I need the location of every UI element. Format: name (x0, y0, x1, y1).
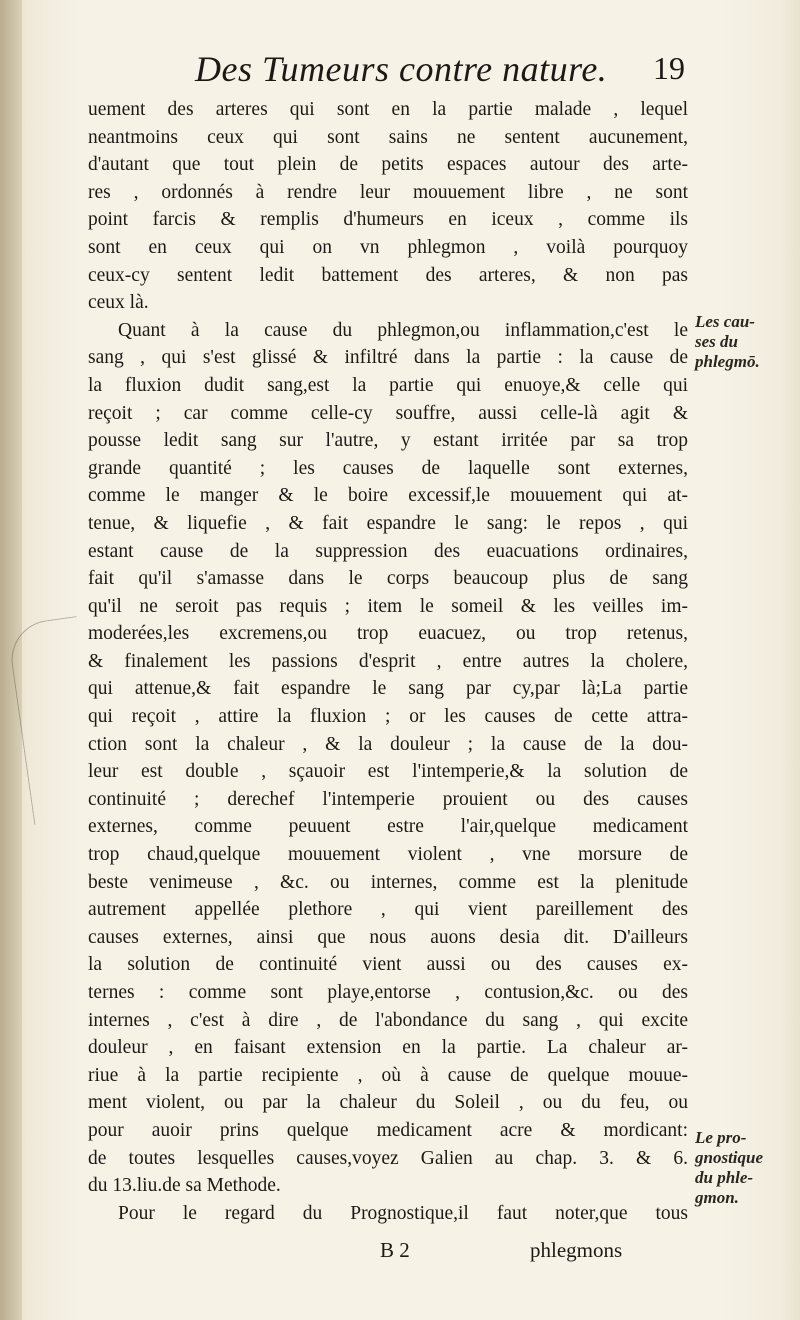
text-line: neantmoins ceux qui sont sains ne sentent aucunement, (88, 126, 688, 148)
margin-note-line: Les cau- (695, 312, 755, 331)
text-line: res , ordonnés à rendre leur mouuement libre , ne sont (88, 181, 688, 203)
margin-note-line: Le pro- (695, 1128, 747, 1147)
text-line: ceux là. (88, 292, 149, 314)
text-line: externes, comme peuuent estre l'air,quelque medicament (88, 816, 688, 838)
text-line: pousse ledit sang sur l'autre, y estant irritée par sa trop (88, 430, 688, 452)
page-footer (380, 1238, 680, 1268)
text-line: continuité ; derechef l'intemperie prouient ou des causes (88, 788, 688, 810)
paragraph-start: Quant à la cause du phlegmon,ou inflammation,c'est le (118, 319, 688, 341)
text-line: ment violent, ou par la chaleur du Soleil , ou du feu, ou (88, 1092, 688, 1114)
text-line: & finalement les passions d'esprit , entre autres la cholere, (88, 650, 688, 672)
text-line: qui attenue,& fait espandre le sang par cy,par là;La partie (88, 678, 688, 700)
text-line: d'autant que tout plein de petits espaces autour des arte- (88, 154, 688, 176)
main-text (88, 96, 688, 1227)
text-line: comme le manger & le boire excessif,le mouuement qui at- (88, 485, 688, 507)
text-line: uement des arteres qui sont en la partie malade , lequel (88, 99, 688, 120)
text-line: point farcis & remplis d'humeurs en iceux , comme ils (88, 209, 688, 231)
margin-note-line: gnostique (695, 1148, 764, 1167)
margin-note-line: gmon. (695, 1188, 739, 1207)
page-header (195, 48, 695, 98)
text-line: leur est double , sçauoir est l'intemperie,& la solution de (88, 761, 688, 783)
text-line: ternes : comme sont playe,entorse , contusion,&c. ou des (88, 982, 688, 1003)
text-line: fait qu'il s'amasse dans le corps beaucoup plus de sang (88, 568, 688, 590)
text-line: ction sont la chaleur , & la douleur ; la cause de la dou- (88, 733, 688, 755)
text-line: riue à la partie recipiente , où à cause de quelque mouue- (88, 1064, 688, 1086)
text-line: la solution de continuité vient aussi ou des causes ex- (88, 954, 688, 976)
catchword: phlegmons (530, 1238, 623, 1262)
margin-note-line: ses du (695, 332, 738, 351)
text-line: qu'il ne seroit pas requis ; item le someil & les veilles im- (88, 595, 688, 617)
margin-note-prognosis (695, 1128, 795, 1208)
text-line: estant cause de la suppression des euacuations ordinaires, (88, 540, 688, 562)
margin-note-line: du phle- (695, 1168, 754, 1187)
text-line: reçoit ; car comme celle-cy souffre, aussi celle-là agit & (88, 402, 688, 424)
text-line: du 13.liu.de sa Methode. (88, 1175, 281, 1197)
page-number: 19 (653, 50, 685, 86)
text-line: qui reçoit , attire la fluxion ; or les causes de cette attra- (88, 706, 688, 728)
text-line: de toutes lesquelles causes,voyez Galien au chap. 3. & 6. (88, 1147, 688, 1169)
text-line: douleur , en faisant extension en la partie. La chaleur ar- (88, 1037, 688, 1059)
text-line: la fluxion dudit sang,est la partie qui enuoye,& celle qui (88, 374, 688, 396)
margin-note-causes (695, 312, 795, 372)
text-line: beste venimeuse , &c. ou internes, comme est la plenitude (88, 871, 688, 893)
text-line: sont en ceux qui on vn phlegmon , voilà pourquoy (88, 236, 688, 258)
text-line: ceux-cy sentent ledit battement des arteres, & non pas (88, 264, 688, 286)
text-line: pour auoir prins quelque medicament acre & mordicant: (88, 1119, 688, 1141)
paragraph-start: Pour le regard du Prognostique,il faut noter,que tous (118, 1202, 688, 1224)
text-line: autrement appellée plethore , qui vient pareillement des (88, 899, 688, 921)
text-line: grande quantité ; les causes de laquelle sont externes, (88, 457, 688, 479)
signature-mark: B 2 (380, 1238, 410, 1262)
text-line: tenue, & liquefie , & fait espandre le sang: le repos , qui (88, 512, 688, 534)
margin-note-line: phlegmō. (695, 352, 760, 371)
text-line: internes , c'est à dire , de l'abondance du sang , qui excite (88, 1009, 688, 1031)
text-line: sang , qui s'est glissé & infiltré dans la partie : la cause de (88, 347, 688, 369)
running-title: Des Tumeurs contre nature. (195, 49, 608, 89)
text-line: causes externes, ainsi que nous auons desia dit. D'ailleurs (88, 926, 688, 948)
text-line: trop chaud,quelque mouuement violent , vne morsure de (88, 844, 688, 866)
text-line: moderées,les excremens,ou trop euacuez, ou trop retenus, (88, 623, 688, 645)
